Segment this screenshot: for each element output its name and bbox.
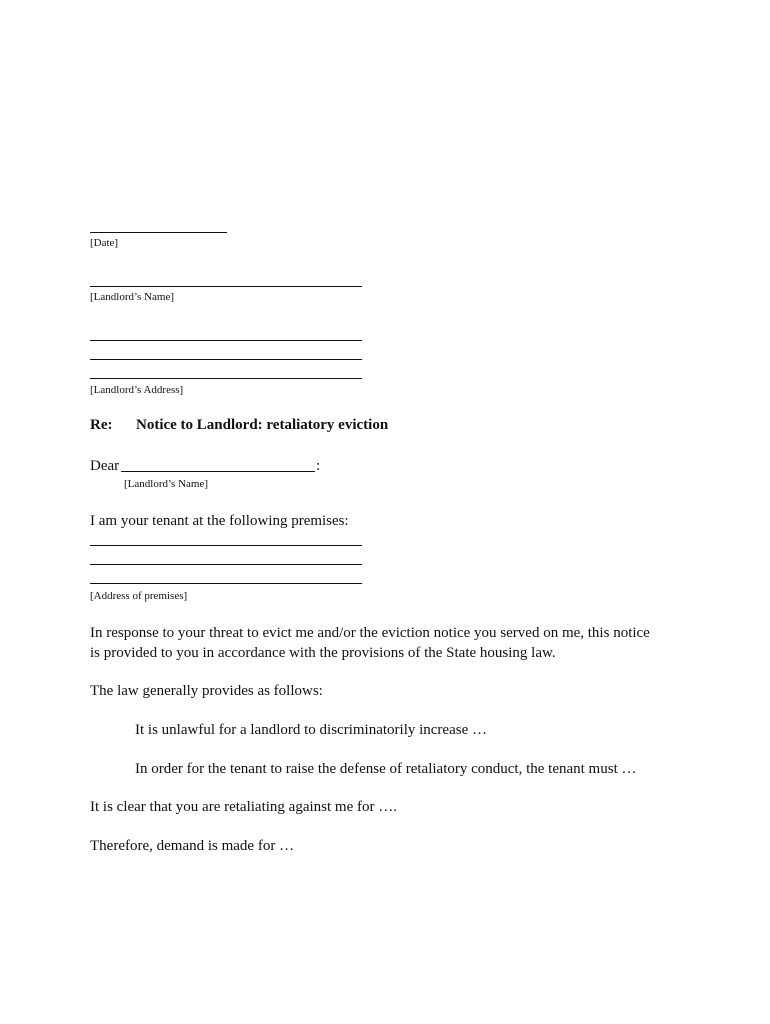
premises-address-line-1[interactable] (90, 545, 362, 546)
premises-address-line-2[interactable] (90, 564, 362, 565)
landlord-address-line-3[interactable] (90, 378, 362, 379)
demand-statement: Therefore, demand is made for … (90, 838, 295, 854)
salutation-name-label: [Landlord’s Name] (124, 478, 208, 490)
re-subject: Notice to Landlord: retaliatory eviction (136, 417, 389, 433)
salutation-colon: : (316, 458, 321, 474)
law-point-2: In order for the tenant to raise the defense of retaliatory conduct, the tenant must … (135, 761, 637, 777)
law-intro: The law generally provides as follows: (90, 683, 323, 699)
law-point-1: It is unlawful for a landlord to discriminatorily increase … (135, 722, 487, 738)
landlord-name-blank-line[interactable] (90, 286, 362, 287)
date-blank-line[interactable] (90, 232, 227, 233)
premises-address-label: [Address of premises] (90, 590, 188, 602)
tenant-intro: I am your tenant at the following premises: (90, 513, 349, 529)
re-label: Re: (90, 417, 113, 433)
salutation-dear: Dear (90, 458, 120, 474)
landlord-address-line-2[interactable] (90, 359, 362, 360)
body-paragraph-response: In response to your threat to evict me and/or the eviction notice you served on me, this notice is provided to you in accordance with the provisions of the State housing law. (90, 625, 650, 661)
date-label: [Date] (90, 237, 119, 249)
premises-address-line-3[interactable] (90, 583, 362, 584)
salutation-name-blank-line[interactable] (121, 471, 315, 472)
landlord-name-label: [Landlord’s Name] (90, 291, 174, 303)
retaliation-statement: It is clear that you are retaliating against me for …. (90, 799, 397, 815)
landlord-address-label: [Landlord’s Address] (90, 384, 184, 396)
re-subject-row (90, 417, 388, 434)
landlord-address-line-1[interactable] (90, 340, 362, 341)
